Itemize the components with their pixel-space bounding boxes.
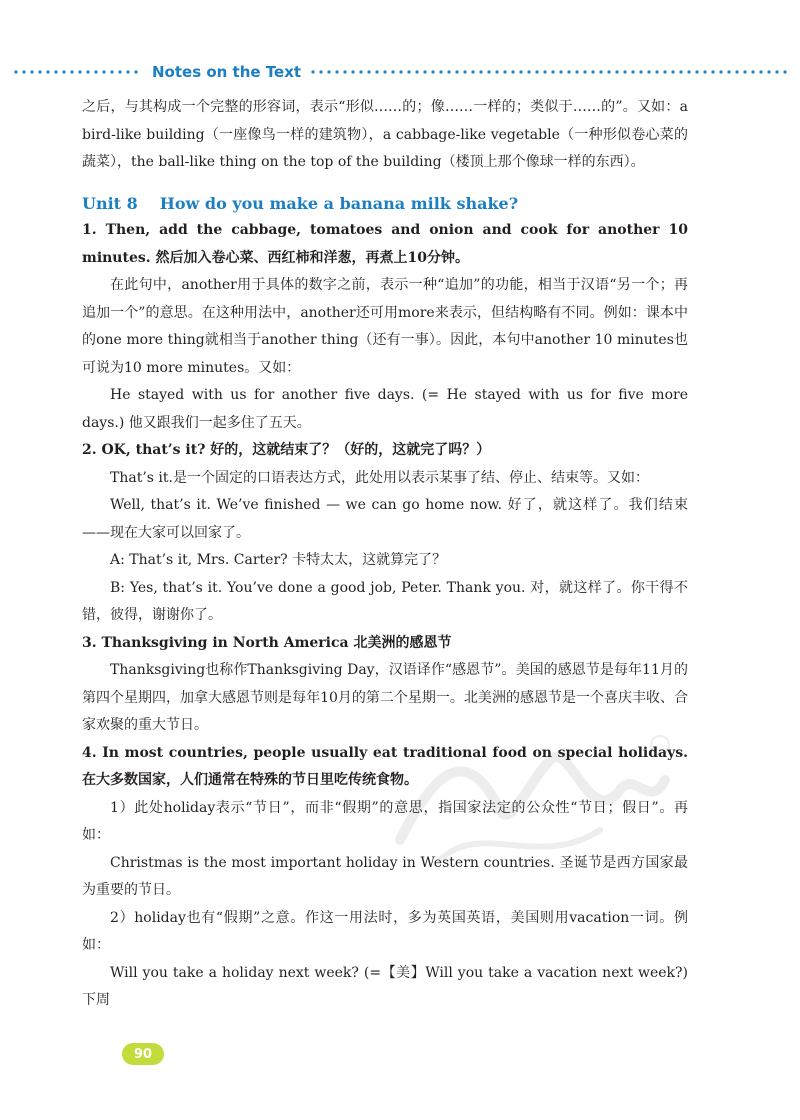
page-number: 90: [133, 1046, 153, 1062]
note-4-example-1: Christmas is the most important holiday in Western countries. 圣诞节是西方国家最为重要的节日。: [82, 854, 688, 898]
header-dots-right: [311, 70, 791, 74]
note-2-dialog-a: A: That’s it, Mrs. Carter? 卡特太太，这就算完了？: [110, 552, 447, 568]
note-3-heading: 3. Thanksgiving in North America 北美洲的感恩节: [82, 634, 452, 651]
unit-heading: [82, 190, 688, 218]
note-4-paragraph-1: 1）此处holiday表示“节日”，而非“假期”的意思，指国家法定的公众性“节日；假日”。再如：: [82, 799, 688, 843]
note-4-example-2: Will you take a holiday next week? (=【美】Will you take a vacation next week?) 下周: [82, 964, 688, 1008]
page-number-badge: [122, 1043, 164, 1065]
watermark-icon: [380, 720, 680, 880]
unit-label: Unit 8: [82, 193, 138, 213]
header-title: Notes on the Text: [152, 63, 302, 81]
note-2-example-1: Well, that’s it. We’ve finished — we can go home now. 好了，就这样了。我们结束——现在大家可以回家了。: [82, 497, 688, 541]
note-2-dialog-b: B: Yes, that’s it. You’ve done a good job, Peter. Thank you. 对，就这样了。你干得不错，彼得，谢谢你了。: [82, 579, 688, 623]
unit-title: How do you make a banana milk shake?: [159, 193, 519, 213]
note-3-paragraph-1: Thanksgiving也称作Thanksgiving Day，汉语译作“感恩节”。美国的感恩节是每年11月的第四个星期四，加拿大感恩节则是每年10月的第二个星期一。北美洲的感恩节是一个喜庆丰收、合家欢聚的重大节日。: [82, 662, 688, 733]
note-2-paragraph-1: That’s it.是一个固定的口语表达方式，此处用以表示某事了结、停止、结束等。又如：: [110, 469, 649, 486]
note-2-heading: 2. OK, that’s it? 好的，这就结束了？（好的，这就完了吗？）: [82, 442, 491, 458]
intro-paragraph: 之后，与其构成一个完整的形容词，表示“形似……的；像……一样的；类似于……的”。又如：a bird-like building（一座像鸟一样的建筑物），a cabbage-like vegetable（一种形似卷心菜的蔬菜），the ball-like thing on the top of the building（楼顶上那个像球一样的东西）。: [82, 99, 688, 170]
note-1-example: He stayed with us for another five days. (= He stayed with us for five more days.) 他又跟我们一起多住了五天。: [82, 387, 688, 431]
header-dots-left: [14, 70, 142, 74]
note-4-paragraph-2: 2）holiday也有“假期”之意。作这一用法时，多为英国英语，美国则用vacation一词。例如：: [82, 909, 688, 953]
note-4-heading: 4. In most countries, people usually eat traditional food on special holidays. 在大多数国家，人们通常在特殊的节日里吃传统食物。: [82, 744, 688, 788]
running-header: [0, 60, 800, 84]
note-1-paragraph-1: 在此句中，another用于具体的数字之前，表示一种“追加”的功能，相当于汉语“另一个；再追加一个”的意思。在这种用法中，another还可用more来表示，但结构略有不同。例如：课本中的one more thing就相当于another thing（还有一事）。因此，本句中another 10 minutes也可说为10 more minutes。又如：: [82, 277, 688, 376]
note-1-heading: 1. Then, add the cabbage, tomatoes and onion and cook for another 10 minutes. 然后加入卷心菜、西红柿和洋葱，再煮上10分钟。: [82, 222, 688, 266]
